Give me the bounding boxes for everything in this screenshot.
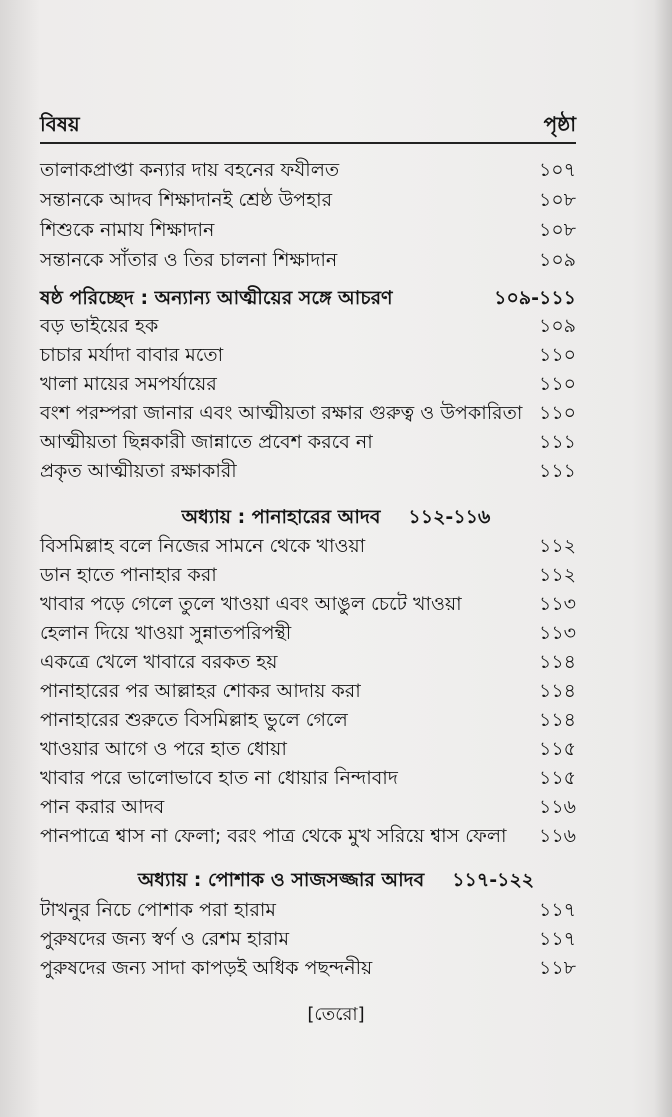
toc-entry-title: আত্মীয়তা ছিন্নকারী জান্নাতে প্রবেশ করবে না bbox=[40, 431, 373, 453]
toc-entry-page: ১১২ bbox=[538, 564, 576, 586]
toc-entry-page: ১১৪ bbox=[539, 680, 576, 702]
toc-entry bbox=[40, 677, 576, 705]
toc-entry-page: ১১৬ bbox=[538, 825, 576, 847]
toc-entry bbox=[40, 648, 576, 676]
toc-entry-title: টাখনুর নিচে পোশাক পরা হারাম bbox=[40, 899, 276, 921]
toc-entry-title: খাওয়ার আগে ও পরে হাত ধোয়া bbox=[40, 738, 287, 760]
toc-entry-title: বড় ভাইয়ের হক bbox=[40, 315, 159, 337]
toc-entry-title: খালা মায়ের সমপর্যায়ের bbox=[40, 373, 217, 395]
toc-entry-title: পুরুষদের জন্য সাদা কাপড়ই অধিক পছন্দনীয় bbox=[40, 957, 373, 979]
toc-entry-title: খাবার পরে ভালোভাবে হাত না ধোয়ার নিন্দাবাদ bbox=[40, 767, 398, 789]
toc-entry-title: বিসমিল্লাহ বলে নিজের সামনে থেকে খাওয়া bbox=[40, 535, 366, 557]
page-edge-shadow bbox=[654, 0, 672, 1117]
toc-entry-page: ১০৯ bbox=[538, 315, 576, 337]
toc-entry bbox=[40, 341, 576, 369]
toc-entry bbox=[40, 457, 576, 485]
toc-entry bbox=[40, 793, 576, 821]
toc-entry-page: ১১২ bbox=[538, 535, 576, 557]
toc-entry-page: ১১৭ bbox=[538, 899, 576, 921]
toc-entry bbox=[40, 590, 576, 618]
section-heading-page: ১০৯-১১১ bbox=[494, 287, 576, 309]
toc-entry bbox=[40, 216, 576, 244]
toc-entry bbox=[40, 896, 576, 924]
chapter-heading-range: ১১২-১১৬ bbox=[408, 506, 491, 528]
toc-entry-page: ১১৮ bbox=[539, 957, 576, 979]
toc-entry bbox=[40, 822, 576, 850]
section-heading-title: ষষ্ঠ পরিচ্ছেদ : অন্যান্য আত্মীয়ের সঙ্গে আচরণ bbox=[40, 287, 393, 309]
toc-entry-page: ১১১ bbox=[539, 431, 576, 453]
toc-entry-title: সন্তানকে সাঁতার ও তির চালনা শিক্ষাদান bbox=[40, 249, 338, 271]
toc-entry-title: খাবার পড়ে গেলে তুলে খাওয়া এবং আঙুল চেটে খাওয়া bbox=[40, 593, 462, 615]
toc-entry-title: শিশুকে নামায শিক্ষাদান bbox=[40, 219, 215, 241]
toc-entry-page: ১০৯ bbox=[538, 249, 576, 271]
toc-entry-page: ১০৮ bbox=[538, 219, 576, 241]
toc-entry-page: ১০৮ bbox=[538, 189, 576, 211]
toc-entry-title: পুরুষদের জন্য স্বর্ণ ও রেশম হারাম bbox=[40, 928, 290, 950]
page-number-label: [তেরো] bbox=[307, 1004, 365, 1025]
toc-header bbox=[40, 108, 576, 144]
toc-entry-page: ১১০ bbox=[538, 402, 576, 424]
toc-entry-title: সন্তানকে আদব শিক্ষাদানই শ্রেষ্ঠ উপহার bbox=[40, 189, 333, 211]
toc-entry bbox=[40, 156, 576, 184]
toc-entry bbox=[40, 561, 576, 589]
toc-entry-page: ১১৪ bbox=[539, 709, 576, 731]
toc-entry bbox=[40, 764, 576, 792]
chapter-heading-range: ১১৭-১২২ bbox=[452, 869, 535, 891]
toc-entry-title: বংশ পরম্পরা জানার এবং আত্মীয়তা রক্ষার গুরুত্ব ও উপকারিতা bbox=[40, 402, 523, 424]
toc-entry-title: পান করার আদব bbox=[40, 796, 165, 818]
toc-entry bbox=[40, 186, 576, 214]
chapter-heading-title: অধ্যায় : পোশাক ও সাজসজ্জার আদব bbox=[137, 869, 425, 891]
toc-entry-page: ১১৭ bbox=[538, 928, 576, 950]
toc-entry-title: পানাহারের পর আল্লাহর শোকর আদায় করা bbox=[40, 680, 361, 702]
toc-entry-title: পানপাত্রে শ্বাস না ফেলা; বরং পাত্র থেকে মুখ সরিয়ে শ্বাস ফেলা bbox=[40, 825, 507, 847]
toc-entry-page: ১১১ bbox=[539, 460, 576, 482]
toc-entry bbox=[40, 428, 576, 456]
toc-entry bbox=[40, 532, 576, 560]
toc-entry-title: চাচার মর্যাদা বাবার মতো bbox=[40, 344, 224, 366]
toc-entry bbox=[40, 735, 576, 763]
toc-entry-page: ১১০ bbox=[538, 373, 576, 395]
toc-entry-title: ডান হাতে পানাহার করা bbox=[40, 564, 217, 586]
toc-entry bbox=[40, 925, 576, 953]
toc-entry-title: তালাকপ্রাপ্তা কন্যার দায় বহনের ফযীলত bbox=[40, 159, 340, 181]
toc-entry bbox=[40, 706, 576, 734]
toc-entry-title: পানাহারের শুরুতে বিসমিল্লাহ ভুলে গেলে bbox=[40, 709, 348, 731]
toc-entry-page: ১১৪ bbox=[539, 651, 576, 673]
chapter-heading bbox=[0, 866, 672, 894]
toc-entry-title: প্রকৃত আত্মীয়তা রক্ষাকারী bbox=[40, 460, 237, 482]
toc-entry-page: ১১৫ bbox=[539, 738, 576, 760]
toc-entry bbox=[40, 246, 576, 274]
toc-entry bbox=[40, 619, 576, 647]
section-heading bbox=[40, 284, 576, 314]
chapter-heading-title: অধ্যায় : পানাহারের আদব bbox=[181, 506, 381, 528]
toc-entry-title: হেলান দিয়ে খাওয়া সুন্নাতপরিপন্থী bbox=[40, 622, 292, 644]
toc-entry bbox=[40, 954, 576, 982]
toc-entry-page: ১১৩ bbox=[538, 593, 576, 615]
toc-entry-title: একত্রে খেলে খাবারে বরকত হয় bbox=[40, 651, 278, 673]
chapter-heading bbox=[0, 503, 672, 531]
toc-entry-page: ১১৫ bbox=[539, 767, 576, 789]
toc-entry bbox=[40, 312, 576, 340]
toc-entry bbox=[40, 399, 576, 427]
toc-entry-page: ১১৬ bbox=[538, 796, 576, 818]
header-page: পৃষ্ঠা bbox=[543, 112, 576, 136]
toc-entry-page: ১১০ bbox=[538, 344, 576, 366]
toc-entry bbox=[40, 370, 576, 398]
toc-entry-page: ১০৭ bbox=[538, 159, 576, 181]
header-subject: বিষয় bbox=[40, 112, 80, 136]
toc-entry-page: ১১৩ bbox=[538, 622, 576, 644]
